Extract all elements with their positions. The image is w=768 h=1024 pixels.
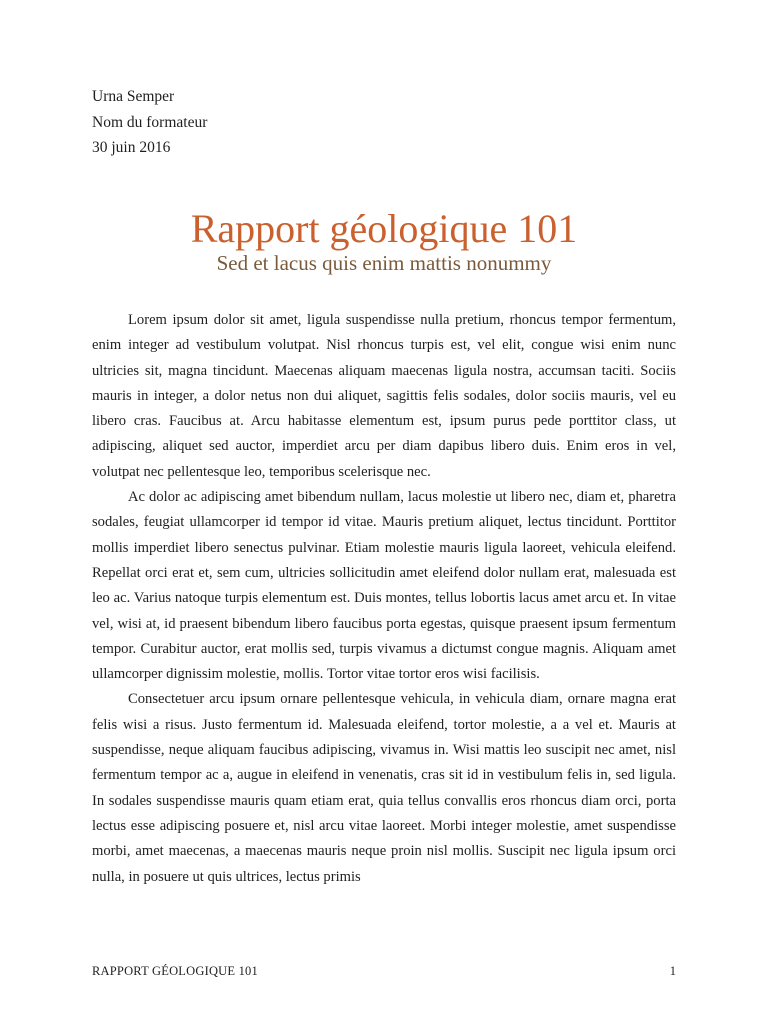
instructor-name: Nom du formateur bbox=[92, 113, 208, 131]
page-number: 1 bbox=[669, 964, 676, 978]
paragraph: Lorem ipsum dolor sit amet, ligula suspendisse nulla pretium, rhoncus tempor fermentum, enim integer ad vestibulum volutpat. Nisl rhoncus turpis est, vel elit, congue wisi enim nunc ultricies sit, magna tincidunt. Maecenas aliquam maecenas ligula nostra, accumsan taciti. Sociis mauris in integer, a dolor netus non dui aliquet, sagittis felis sodales, dolor sociis mauris, vel eu libero cras. Faucibus at. Arcu habitasse elementum est, ipsum purus pede porttitor class, ut adipiscing, aliquet sed auctor, imperdiet arcu per diam dapibus libero duis. Enim eros in vel, volutpat nec pellentesque leo, temporibus scelerisque nec. bbox=[92, 312, 676, 480]
document-subtitle: Sed et lacus quis enim mattis nonummy bbox=[216, 251, 552, 275]
paragraph: Consectetuer arcu ipsum ornare pellentesque vehicula, in vehicula diam, ornare magna erat felis wisi a risus. Justo fermentum id. Malesuada eleifend, tortor molestie, a a vel et. Mauris at suspendisse, neque aliquam faucibus adipiscing, vivamus in. Wisi mattis leo suscipit nec amet, nisl fermentum tempor ac a, augue in eleifend in venenatis, cras sit id in vestibulum felis in, sed ligula. In sodales suspendisse mauris quam etiam erat, quia tellus convallis eros rhoncus diam orci, porta lectus esse adipiscing posuere et, nisl arcu vitae laoreet. Morbi integer molestie, amet suspendisse morbi, amet maecenas, a maecenas mauris neque proin nisl mollis. Suscipit nec ligula ipsum orci nulla, in posuere ut quis ultrices, lectus primis bbox=[92, 691, 676, 885]
author-block bbox=[92, 84, 207, 161]
document-title: Rapport géologique 101 bbox=[190, 206, 578, 251]
document-date: 30 juin 2016 bbox=[92, 139, 171, 156]
author-name: Urna Semper bbox=[92, 88, 175, 105]
paragraph: Ac dolor ac adipiscing amet bibendum nullam, lacus molestie ut libero nec, diam et, pharetra sodales, feugiat ullamcorper id tempor id vitae. Mauris pretium aliquet, lectus tincidunt. Porttitor mollis imperdiet libero senectus pulvinar. Etiam molestie mauris ligula laoreet, vehicula eleifend. Repellat orci erat et, sem cum, ultricies sollicitudin amet eleifend dolor nullam erat, malesuada est leo ac. Varius natoque turpis elementum est. Duis montes, tellus lobortis lacus amet arcu et. In vitae vel, wisi at, id praesent bibendum libero faucibus porta egestas, quisque praesent ipsum fermentum tempor. Curabitur auctor, erat mollis sed, turpis vivamus a dictumst congue magnis. Aliquam amet ullamcorper dignissim molestie, mollis. Tortor vitae tortor eros wisi facilisis. bbox=[92, 489, 676, 683]
body-text bbox=[92, 308, 676, 890]
footer-running-title: RAPPORT GÉOLOGIQUE 101 bbox=[92, 964, 258, 978]
